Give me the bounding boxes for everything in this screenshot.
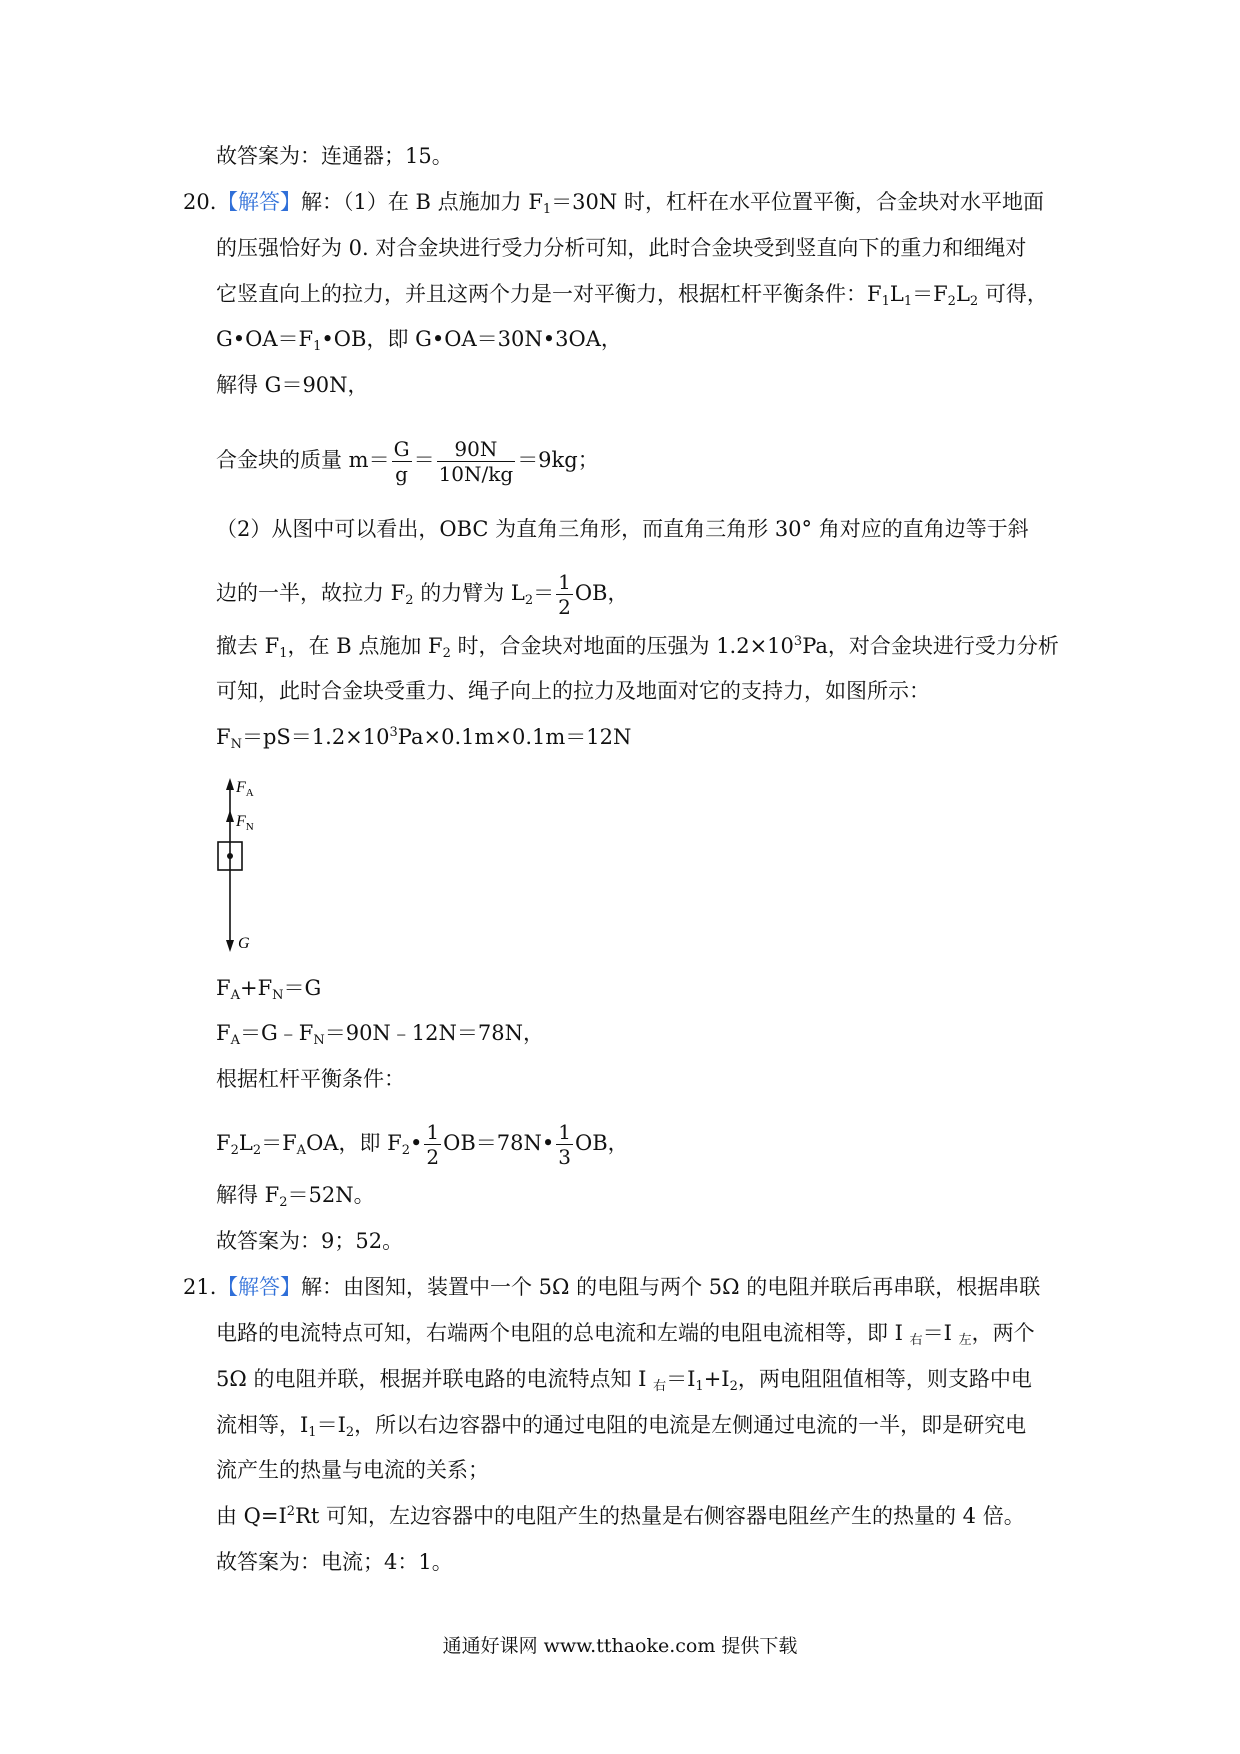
arrow-fn-icon	[226, 810, 234, 822]
q21-line-4: 流相等，$I_1=I_2$，所以右边容器中的通过电阻的电流是左侧通过电流的一半，即是研究电	[216, 1413, 1027, 1440]
label-fa: $F_A$	[236, 779, 254, 799]
q20-line-11: $F_N=pS=1.2\times 10^3Pa\times 0.1m\times 0.1m=12N$	[216, 725, 632, 752]
q20-line-12: $F_A+F_N=G$	[216, 976, 322, 1003]
label-g: G	[238, 935, 250, 952]
q20-line-15: $F_2L_2=F_AOA$，即 $F_2•$ $\frac{1}{2}$ OB＝78N• $\frac{1}{3}$ OB，	[216, 1120, 629, 1169]
q21-line-6: 由 $Q=I^2Rt$ 可知，左边容器中的电阻产生的热量是右侧容器电阻丝产生的热量的 4 倍。	[216, 1504, 1025, 1528]
fraction-one-half-b: $\frac{1}{2}$	[426, 1120, 440, 1169]
q21-line-2: 电路的电流特点可知，右端两个电阻的总电流和左端的电阻电流相等，即 I $_右$＝I $_左$，两个	[216, 1321, 1035, 1348]
q20-answer: 故答案为：9；52。	[216, 1229, 404, 1253]
q20-line-1: 【解答】解：（1）在 B 点施加力 $F_1=30N$ 时，杠杆在水平位置平衡，合金块对水平地面	[217, 190, 1044, 217]
center-dot-icon	[227, 853, 233, 859]
q20-line-4: $G•OA=F_1•OB$，即 G•OA＝30N•3OA，	[216, 327, 622, 354]
answer-line-19: 故答案为：连通器；15。	[216, 144, 453, 168]
label-fn: $F_N$	[236, 813, 254, 833]
page-footer: 通通好课网 www.tthaoke.com 提供下载	[442, 1635, 798, 1657]
q20-line-14: 根据杠杆平衡条件：	[216, 1067, 405, 1091]
question-number-21: 21.	[183, 1275, 217, 1299]
q20-line-5: 解得 G＝90N，	[216, 373, 369, 397]
q21-answer: 故答案为：电流；4：1。	[216, 1550, 453, 1574]
q21-line-1: 【解答】解：由图知，装置中一个 5Ω 的电阻与两个 5Ω 的电阻并联后再串联，根据串联	[217, 1275, 1041, 1299]
q20-line-10: 可知，此时合金块受重力、绳子向上的拉力及地面对它的支持力，如图所示：	[216, 679, 930, 703]
arrow-fa-icon	[226, 778, 234, 790]
force-diagram	[200, 776, 280, 956]
q20-line-8: 边的一半，故拉力 $F_2$ 的力臂为 $L_2=$ $\frac{1}{2}$ OB，	[216, 570, 629, 619]
q20-line-16: 解得 $F_2=52N$。	[216, 1183, 375, 1210]
fraction-g-over-g: $\frac{G}{g}$	[393, 437, 410, 486]
fraction-90n-over-10nkg: $\frac{90N}{10N/kg}$	[438, 437, 514, 486]
q21-line-3: 5Ω 的电阻并联，根据并联电路的电流特点知 I $_右=I_1+I_2$，两电阻阻值相等，则支路中电	[216, 1367, 1032, 1394]
q20-line-3: 它竖直向上的拉力，并且这两个力是一对平衡力，根据杠杆平衡条件：$F_1L_1=F_2L_2$ 可得，	[216, 282, 1048, 309]
answer-tag: 【解答】	[217, 190, 301, 214]
q20-line-6: 合金块的质量 m＝ $\frac{G}{g}$ ＝ $\frac{90N}{10N/kg}$ ＝9kg；	[216, 437, 599, 486]
q20-line-13: $F_A=G﹣F_N=90N﹣12N=78N$，	[216, 1021, 544, 1048]
fraction-one-third: $\frac{1}{3}$	[558, 1120, 571, 1169]
q20-line-2: 的压强恰好为 0. 对合金块进行受力分析可知，此时合金块受到竖直向下的重力和细绳对	[216, 236, 1027, 260]
q20-line-9: 撤去 $F_1$，在 B 点施加 $F_2$ 时，合金块对地面的压强为 $1.2\times 10^3Pa$，对合金块进行受力分析	[216, 634, 1059, 661]
question-number-20: 20.	[183, 190, 217, 214]
q21-line-5: 流产生的热量与电流的关系；	[216, 1458, 489, 1482]
fraction-one-half: $\frac{1}{2}$	[558, 570, 571, 619]
arrow-g-icon	[226, 940, 234, 952]
q20-line-7: （2）从图中可以看出，OBC 为直角三角形，而直角三角形 30° 角对应的直角边等于斜	[216, 517, 1029, 541]
answer-tag: 【解答】	[217, 1275, 301, 1299]
